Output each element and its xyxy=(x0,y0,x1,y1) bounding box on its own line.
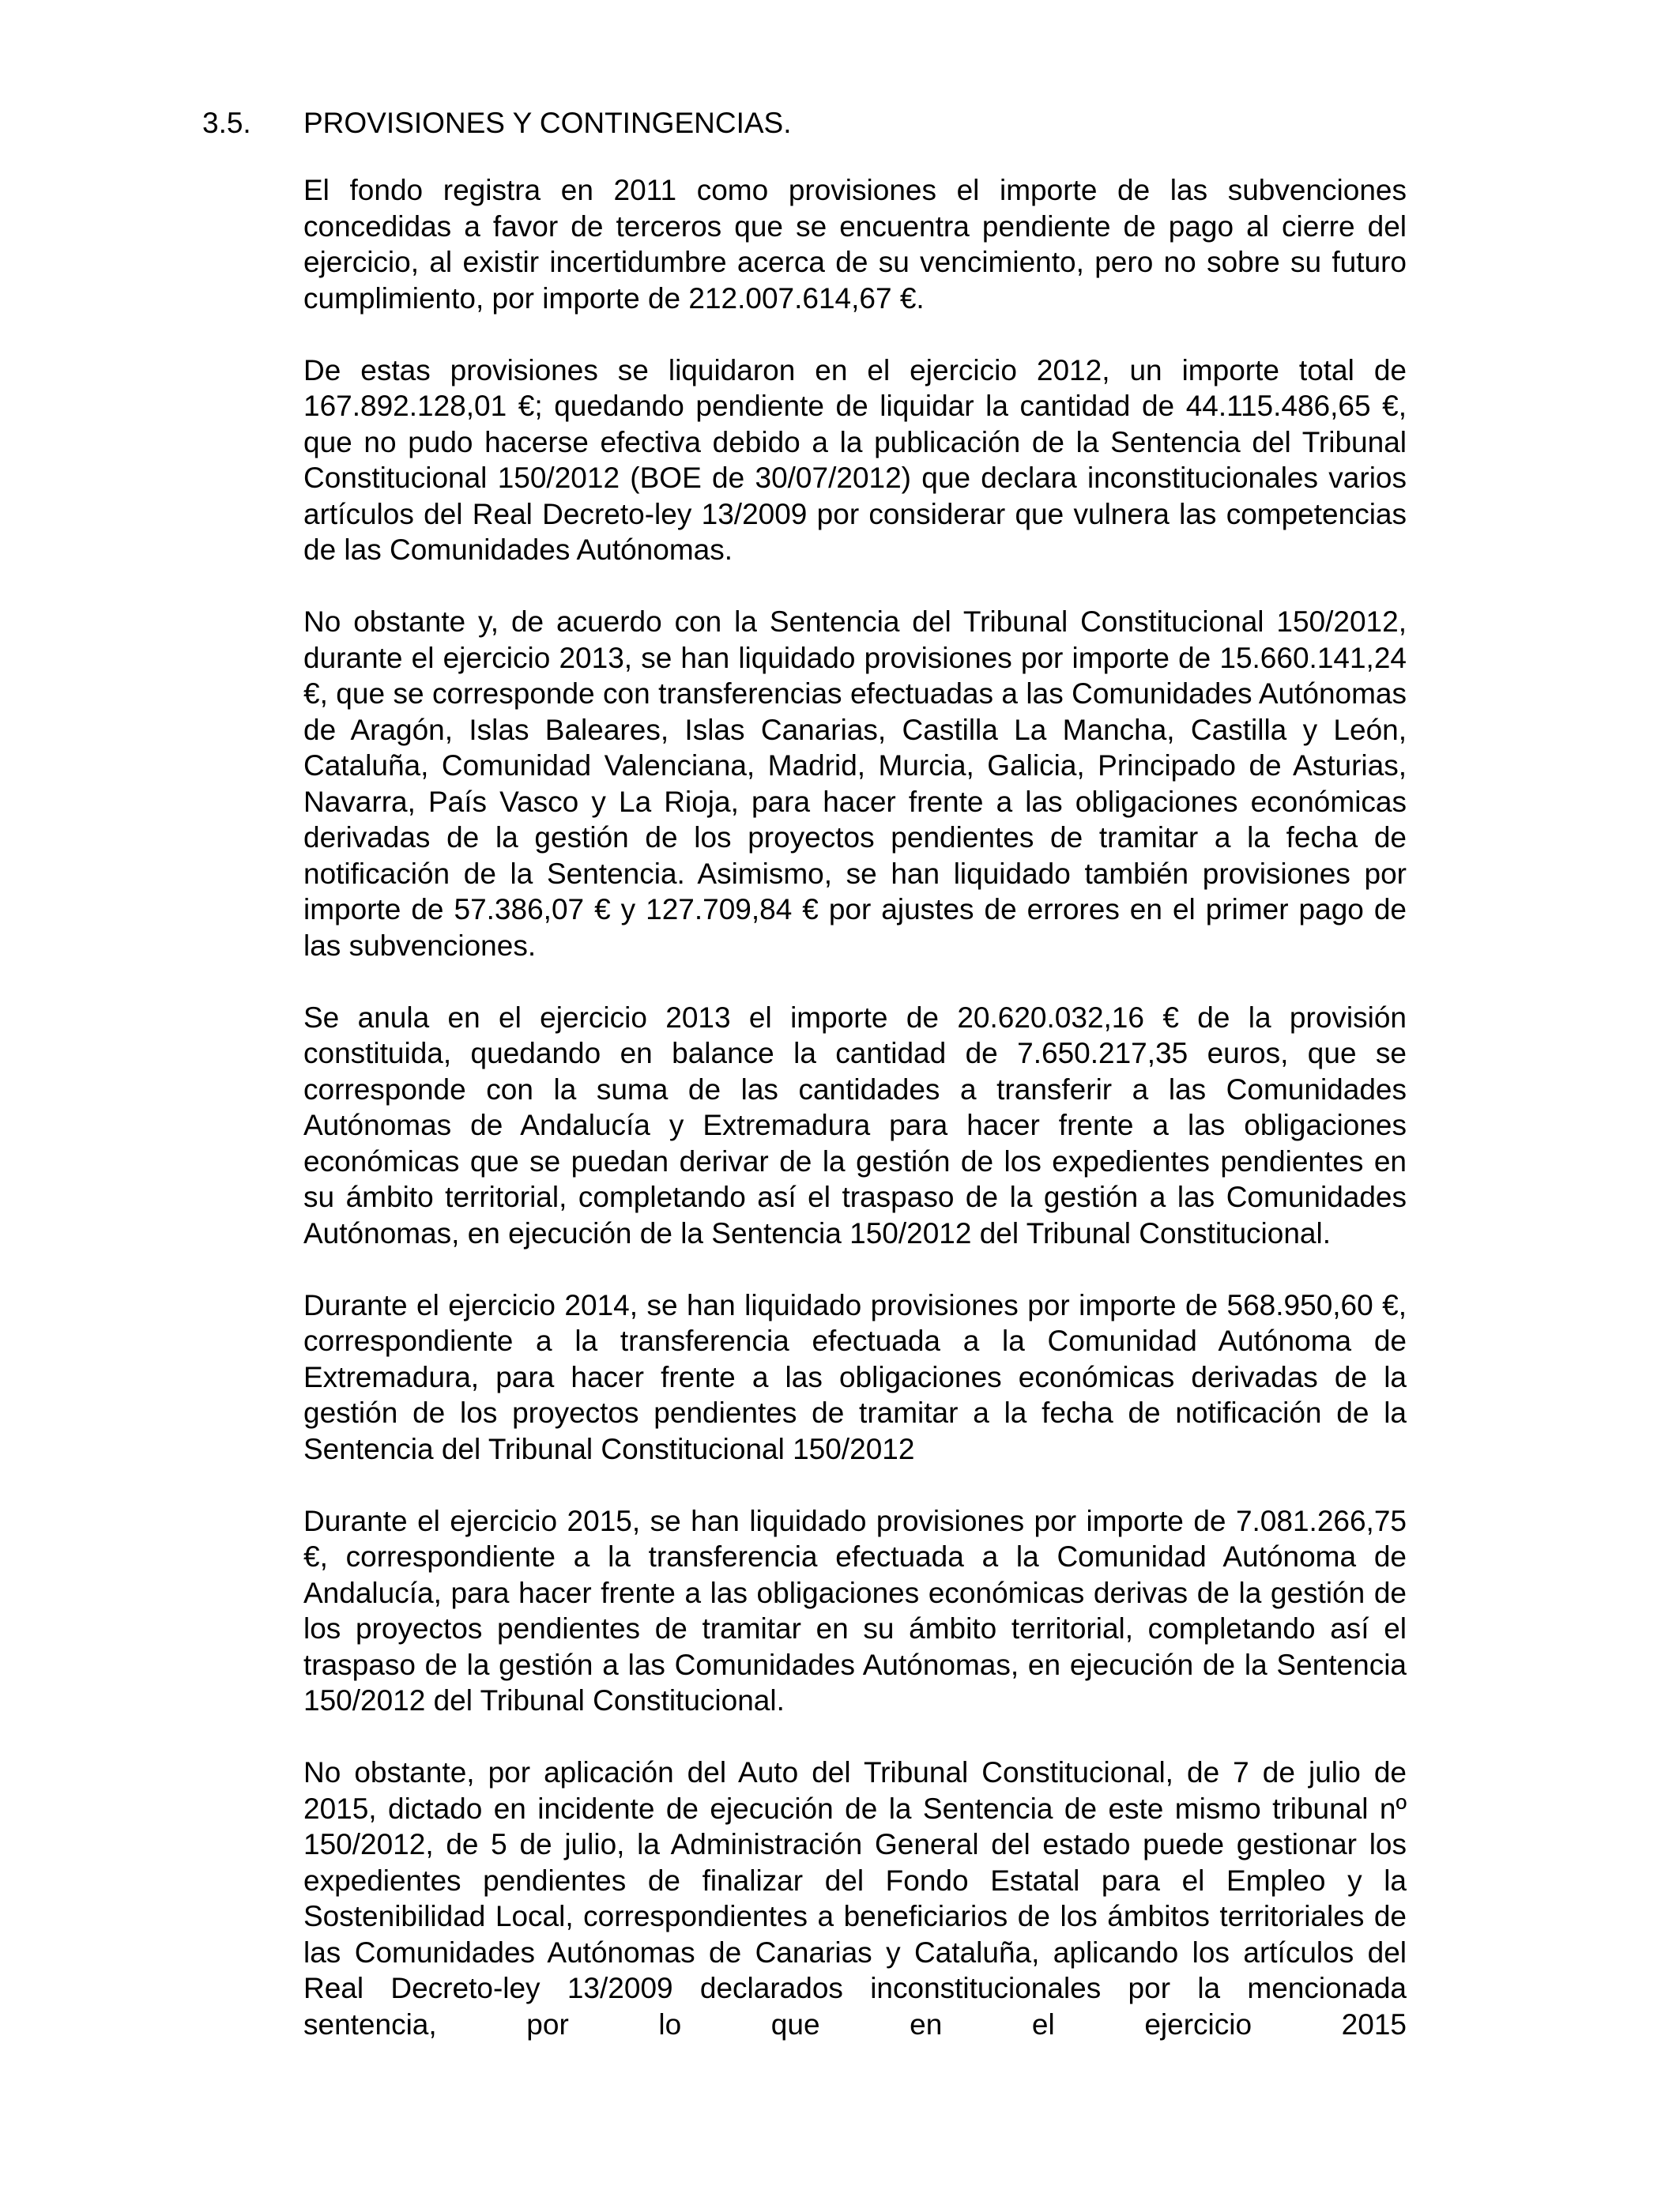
paragraph-annulment-2013: Se anula en el ejercicio 2013 el importe de 20.620.032,16 € de la provisión constituida, quedando en balance la cantidad de 7.650.217,35 euros, que se corresponde con la suma de las cantidades a transferir a las Comunidades Autónomas de Andalucía y Extremadura para hacer frente a las obligaciones económicas que se puedan derivar de la gestión de los expedientes pendientes en su ámbito territorial, completando así el traspaso de la gestión a las Comunidades Autónomas, en ejecución de la Sentencia 150/2012 del Tribunal Constitucional. xyxy=(303,1001,1407,1250)
section-heading xyxy=(202,100,792,147)
paragraph-liquidation-2015: Durante el ejercicio 2015, se han liquidado provisiones por importe de 7.081.266,75 €, correspondiente a la transferencia efectuada a la Comunidad Autónoma de Andalucía, para hacer frente a las obligaciones económicas derivas de la gestión de los proyectos pendientes de tramitar en su ámbito territorial, completando así el traspaso de la gestión a las Comunidades Autónomas, en ejecución de la Sentencia 150/2012 del Tribunal Constitucional. xyxy=(303,1504,1407,1717)
section-title: PROVISIONES Y CONTINGENCIAS. xyxy=(303,107,792,139)
paragraph-auto-tribunal-2015: No obstante, por aplicación del Auto del Tribunal Constitucional, de 7 de julio de 2015, dictado en incidente de ejecución de la Sentencia de este mismo tribunal nº 150/2012, de 5 de julio, la Administración General del estado puede gestionar los expedientes pendientes de finalizar del Fondo Estatal para el Empleo y la Sostenibilidad Local, correspondientes a beneficiarios de los ámbitos territoriales de las Comunidades Autónomas de Canarias y Cataluña, aplicando los artículos del Real Decreto-ley 13/2009 declarados inconstitucionales por la mencionada sentencia, por lo que en el ejercicio 2015 xyxy=(303,1756,1407,2041)
section-number: 3.5. xyxy=(202,107,251,139)
paragraph-provisions-2011: El fondo registra en 2011 como provisiones el importe de las subvenciones concedidas a favor de terceros que se encuentra pendiente de pago al cierre del ejercicio, al existir incertidumbre acerca de su vencimiento, pero no sobre su futuro cumplimiento, por importe de 212.007.614,67 €. xyxy=(303,174,1407,315)
paragraph-liquidation-2014: Durante el ejercicio 2014, se han liquidado provisiones por importe de 568.950,60 €, correspondiente a la transferencia efectuada a la Comunidad Autónoma de Extremadura, para hacer frente a las obligaciones económicas derivadas de la gestión de los proyectos pendientes de tramitar a la fecha de notificación de la Sentencia del Tribunal Constitucional 150/2012 xyxy=(303,1288,1407,1465)
paragraph-liquidation-2012: De estas provisiones se liquidaron en el ejercicio 2012, un importe total de 167.892.128,01 €; quedando pendiente de liquidar la cantidad de 44.115.486,65 €, que no pudo hacerse efectiva debido a la publicación de la Sentencia del Tribunal Constitucional 150/2012 (BOE de 30/07/2012) que declara inconstitucionales varios artículos del Real Decreto-ley 13/2009 por considerar que vulnera las competencias de las Comunidades Autónomas. xyxy=(303,353,1407,566)
section-body xyxy=(303,172,1407,2079)
paragraph-liquidation-2013: No obstante y, de acuerdo con la Sentencia del Tribunal Constitucional 150/2012, durante el ejercicio 2013, se han liquidado provisiones por importe de 15.660.141,24 €, que se corresponde con transferencias efectuadas a las Comunidades Autónomas de Aragón, Islas Baleares, Islas Canarias, Castilla La Mancha, Castilla y León, Cataluña, Comunidad Valenciana, Madrid, Murcia, Galicia, Principado de Asturias, Navarra, País Vasco y La Rioja, para hacer frente a las obligaciones económicas derivadas de la gestión de los proyectos pendientes de tramitar a la fecha de notificación de la Sentencia. Asimismo, se han liquidado también provisiones por importe de 57.386,07 € y 127.709,84 € por ajustes de errores en el primer pago de las subvenciones. xyxy=(303,605,1407,962)
